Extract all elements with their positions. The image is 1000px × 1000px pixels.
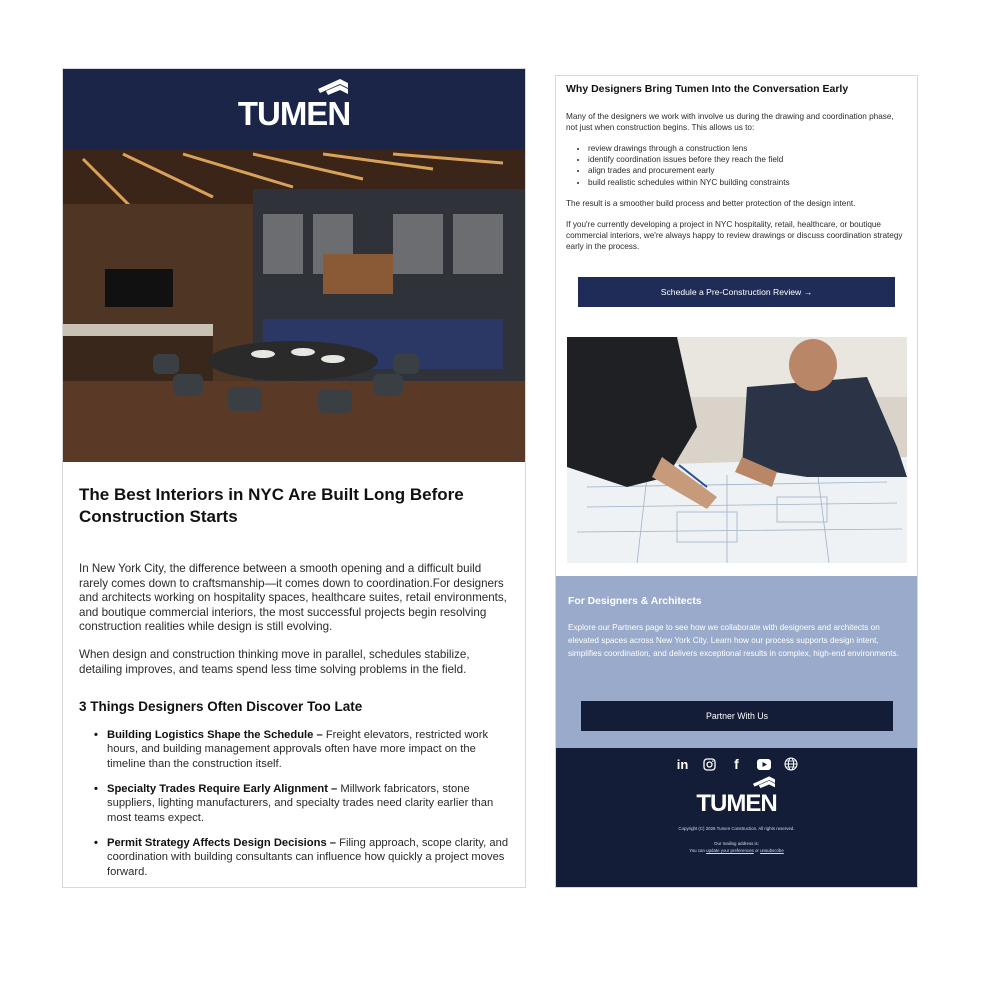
item-lead: Building Logistics Shape the Schedule –	[107, 729, 323, 742]
blueprint-photo	[567, 337, 907, 563]
article-title: The Best Interiors in NYC Are Built Long Before Construction Starts	[79, 485, 464, 526]
footer-tumen-logo[interactable]	[696, 784, 776, 816]
pref-or: or	[753, 848, 761, 853]
facebook-label: f	[734, 756, 739, 772]
list-item: • align trades and procurement early	[588, 165, 907, 176]
mailing-text: Our mailing address is:	[714, 841, 759, 846]
youtube-icon[interactable]	[756, 756, 772, 772]
instagram-icon[interactable]	[702, 756, 718, 772]
list-item: • review drawings through a construction lens	[588, 143, 907, 154]
globe-icon[interactable]	[783, 756, 799, 772]
left-email-panel	[62, 68, 526, 888]
linkedin-icon[interactable]	[675, 756, 691, 772]
dining-room-illustration	[63, 149, 525, 462]
instagram-glyph	[703, 758, 716, 771]
list-item: • identify coordination issues before they reach the field	[588, 154, 907, 165]
result-paragraph: The result is a smoother build process and better protection of the design intent.	[566, 198, 856, 208]
unsubscribe-link[interactable]: unsubscribe	[760, 848, 784, 853]
right-content	[556, 76, 917, 307]
schedule-review-button[interactable]: Schedule a Pre-Construction Review →	[578, 277, 895, 307]
preferences-line	[556, 848, 917, 853]
social-links	[556, 756, 917, 772]
blueprint-illustration	[567, 337, 907, 563]
tumen-logo[interactable]	[238, 89, 350, 130]
logo-text: TUMEN	[237, 94, 351, 132]
item-text: Millwork fabricators, stone suppliers, lighting manufacturers, and specialty trades need clarity earlier than most teams expect.	[107, 783, 494, 824]
pref-prefix: You can	[689, 848, 707, 853]
benefit-list	[566, 143, 907, 188]
partner-with-us-button[interactable]: Partner With Us	[581, 701, 893, 731]
list-item	[107, 728, 509, 771]
band-title: For Designers & Architects	[568, 596, 702, 607]
item-text: Freight elevators, restricted work hours, and building management approvals often have more impact on the timeline than the construction itself.	[107, 729, 489, 770]
discover-list	[79, 728, 509, 879]
why-intro: Many of the designers we work with involve us during the drawing and coordination phase, not just when construction begins. This allows us to:	[566, 112, 894, 132]
roof-icon	[318, 79, 348, 97]
facebook-icon[interactable]	[729, 756, 745, 772]
left-content	[63, 462, 525, 879]
globe-glyph	[784, 757, 798, 771]
section-title: 3 Things Designers Often Discover Too Late	[79, 699, 363, 715]
list-item: • build realistic schedules within NYC building constraints	[588, 177, 907, 188]
hero-image	[63, 149, 525, 462]
closing-paragraph: If you're currently developing a project in NYC hospitality, retail, healthcare, or boutique commercial interiors, we're always happy to review drawings or discuss coordination strategy early in the process.	[566, 219, 903, 251]
youtube-glyph	[757, 759, 771, 770]
copyright-text: Copyright (C) 2026 Tumen Construction. All rights reserved.	[678, 826, 795, 831]
band-text: Explore our Partners page to see how we collaborate with designers and architects on elevated spaces across New York City. Learn how our process supports design intent, simplifies coordination, and delivers exceptional results in complex, high-end environments.	[568, 623, 899, 659]
intro-paragraph: In New York City, the difference between a smooth opening and a difficult build rarely comes down to craftsmanship—it comes down to coordination.For designers and architects working on hospitality spaces, healthcare suites, retail environments, and boutique commercial interiors, the most successful projects begin resolving construction realities while design is still evolving.	[79, 562, 507, 634]
logo-text: TUMEN	[696, 790, 777, 817]
item-text: Filing approach, scope clarity, and coordination with building consultants can influence how quickly a project moves forward.	[107, 836, 509, 878]
item-lead: Specialty Trades Require Early Alignment –	[107, 783, 338, 796]
list-item	[107, 782, 509, 825]
list-item	[107, 836, 509, 879]
linkedin-label: in	[676, 756, 689, 772]
designers-band	[556, 576, 917, 748]
why-title: Why Designers Bring Tumen Into the Conversation Early	[566, 83, 849, 95]
header-bar	[63, 69, 525, 149]
roof-icon	[753, 776, 775, 790]
item-lead: Permit Strategy Affects Design Decisions –	[107, 836, 337, 849]
footer	[556, 748, 917, 887]
right-email-panel	[555, 75, 918, 888]
update-preferences-link[interactable]: update your preferences	[706, 848, 754, 853]
footer-logo-wrap	[556, 784, 917, 816]
second-paragraph: When design and construction thinking move in parallel, schedules stabilize, detailing improves, and teams spend less time solving problems in the field.	[79, 647, 470, 676]
